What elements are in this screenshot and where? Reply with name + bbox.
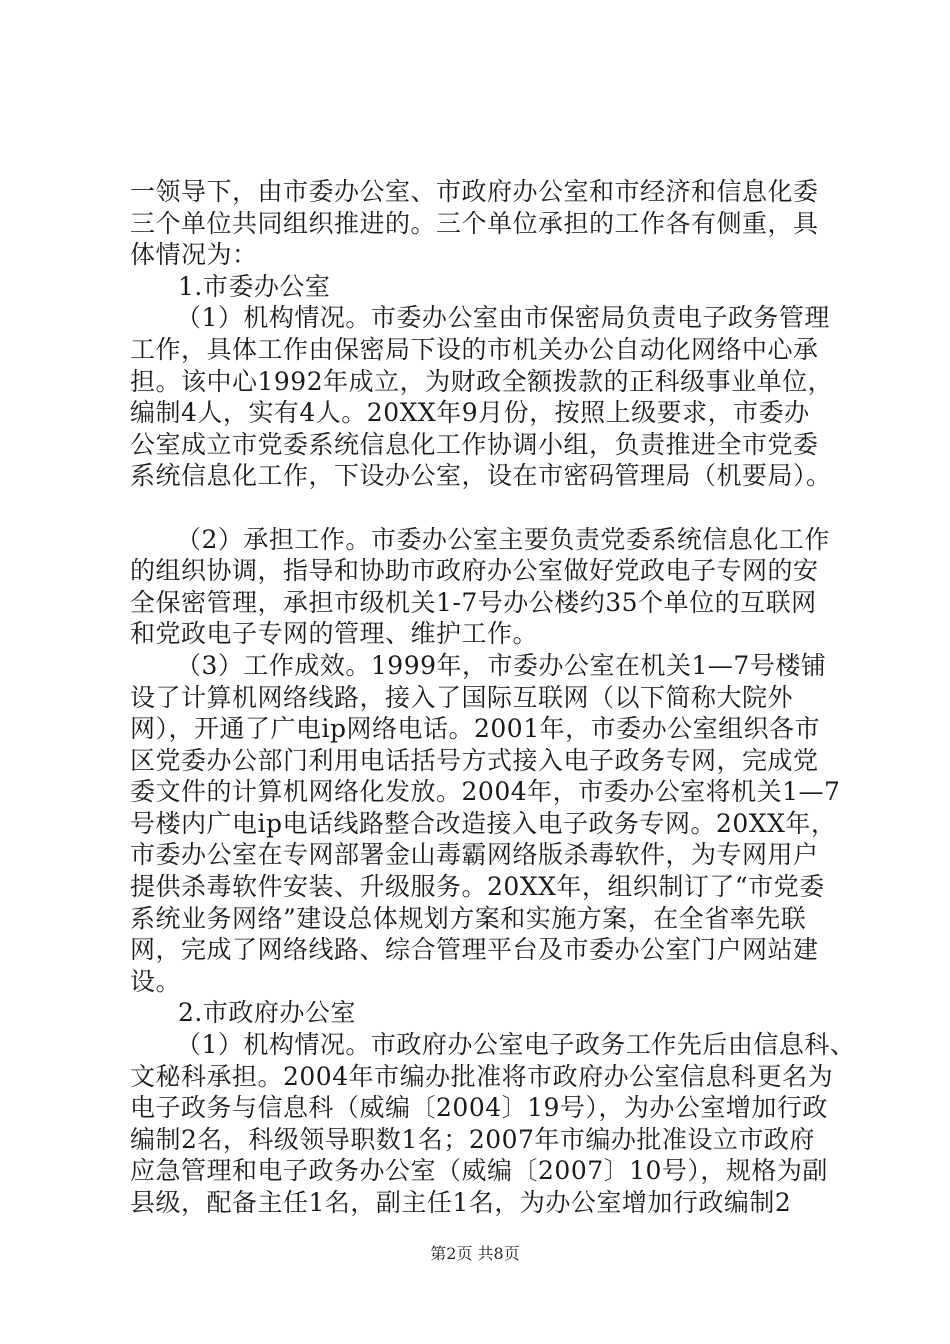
text-line: 体情况为： xyxy=(130,240,258,270)
text-line: 和党政电子专网的管理、维护工作。 xyxy=(130,619,539,649)
page-number-footer: 第2页 共8页 xyxy=(430,1244,520,1263)
text-line: 提供杀毒软件安装、升级服务。20XX年，组织制订了“市党委 xyxy=(130,872,825,902)
paragraph-start: （1）机构情况。市委办公室由市保密局负责电子政务管理 xyxy=(176,303,830,333)
paragraph-start: （3）工作成效。1999年，市委办公室在机关1—7号楼铺 xyxy=(176,650,827,680)
text-line: 文秘科承担。2004年市编办批准将市政府办公室信息科更名为 xyxy=(130,1061,834,1091)
body-text xyxy=(130,176,856,1219)
text-line: 县级，配备主任1名，副主任1名，为办公室增加行政编制2 xyxy=(130,1188,792,1217)
text-line: 一领导下，由市委办公室、市政府办公室和市经济和信息化委 xyxy=(130,177,819,206)
text-line: 的组织协调，指导和协助市政府办公室做好党政电子专网的安 xyxy=(130,556,819,586)
text-line: 三个单位共同组织推进的。三个单位承担的工作各有侧重，具 xyxy=(130,208,819,238)
text-line: 设。 xyxy=(130,966,182,996)
blank-line xyxy=(130,492,850,524)
text-line: 网），开通了广电ip网络电话。2001年，市委办公室组织各市 xyxy=(130,714,821,744)
text-line: 系统业务网络”建设总体规划方案和实施方案，在全省率先联 xyxy=(130,903,807,933)
text-line: 应急管理和电子政务办公室（威编〔2007〕10号），规格为副 xyxy=(130,1156,828,1186)
paragraph-start: （1）机构情况。市政府办公室电子政务工作先后由信息科、 xyxy=(176,1030,856,1060)
text-line: 网，完成了网络线路、综合管理平台及市委办公室门户网站建 xyxy=(130,935,819,965)
text-line: 全保密管理，承担市级机关1-7号办公楼约35个单位的互联网 xyxy=(130,587,817,617)
text-line: 委文件的计算机网络化发放。2004年，市委办公室将机关1—7 xyxy=(130,777,841,807)
section-heading: 2.市政府办公室 xyxy=(178,998,356,1028)
text-line: 编制4人，实有4人。20XX年9月份，按照上级要求，市委办 xyxy=(130,398,810,428)
paragraph-start: （2）承担工作。市委办公室主要负责党委系统信息化工作 xyxy=(176,524,830,554)
section-heading: 1.市委办公室 xyxy=(178,271,331,301)
text-line: 电子政务与信息科（威编〔2004〕19号），为办公室增加行政 xyxy=(130,1093,828,1123)
text-line: 工作，具体工作由保密局下设的市机关办公自动化网络中心承 xyxy=(130,334,819,364)
text-line: 公室成立市党委系统信息化工作协调小组，负责推进全市党委 xyxy=(130,429,819,459)
text-line: 系统信息化工作，下设办公室，设在市密码管理局（机要局）。 xyxy=(130,461,832,491)
text-line: 市委办公室在专网部署金山毒霸网络版杀毒软件，为专网用户 xyxy=(130,840,819,870)
text-line: 号楼内广电ip电话线路整合改造接入电子政务专网。20XX年， xyxy=(130,808,837,838)
text-line: 区党委办公部门利用电话括号方式接入电子政务专网，完成党 xyxy=(130,745,819,775)
text-line: 担。该中心1992年成立，为财政全额拨款的正科级事业单位， xyxy=(130,366,834,396)
text-line: 编制2名，科级领导职数1名；2007年市编办批准设立市政府 xyxy=(130,1124,815,1154)
text-line: 设了计算机网络线路，接入了国际互联网（以下简称大院外 xyxy=(130,682,794,712)
